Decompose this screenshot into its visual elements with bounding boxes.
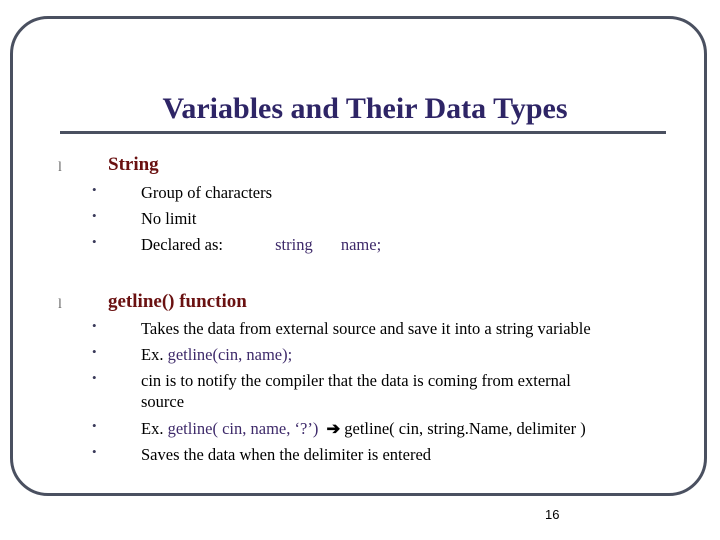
- getline-item-3-line1: cin is to notify the compiler that the data is coming from external: [141, 371, 571, 390]
- sub-bullet-marker: •: [92, 418, 97, 433]
- arrow-right-icon: ➔: [326, 419, 341, 438]
- code-variable-name: name;: [340, 235, 382, 254]
- section-heading-getline: getline() function: [108, 291, 247, 312]
- sub-bullet-marker: •: [92, 234, 97, 249]
- sub-bullet-marker: •: [92, 208, 97, 223]
- bullet-marker: l: [58, 297, 62, 312]
- getline-item-1: Takes the data from external source and save it into a string variable: [141, 319, 591, 338]
- example-prefix: Ex.: [141, 345, 168, 364]
- page-number: 16: [545, 507, 560, 522]
- getline-item-4: [141, 419, 586, 439]
- string-item-2: No limit: [141, 209, 197, 228]
- getline-signature: getline( cin, string.Name, delimiter ): [344, 419, 586, 438]
- getline-item-5: Saves the data when the delimiter is entered: [141, 445, 432, 464]
- sub-bullet-marker: •: [92, 182, 97, 197]
- title-underline: [60, 131, 666, 134]
- section-heading-string: String: [108, 154, 159, 175]
- getline-item-3-line2: source: [141, 392, 185, 411]
- code-string-keyword: string: [275, 235, 313, 254]
- example-prefix: Ex.: [141, 419, 168, 438]
- sub-bullet-marker: •: [92, 344, 97, 359]
- slide-title: Variables and Their Data Types: [162, 92, 568, 125]
- sub-bullet-marker: •: [92, 370, 97, 385]
- declared-label: Declared as:: [141, 235, 223, 254]
- sub-bullet-marker: •: [92, 318, 97, 333]
- bullet-marker: l: [58, 160, 62, 175]
- example-code: getline( cin, name, ‘?’): [167, 419, 319, 438]
- sub-bullet-marker: •: [92, 444, 97, 459]
- string-item-1: Group of characters: [141, 183, 273, 202]
- example-code: getline(cin, name);: [167, 345, 293, 364]
- string-item-3: [141, 235, 381, 255]
- getline-item-2: [141, 345, 292, 365]
